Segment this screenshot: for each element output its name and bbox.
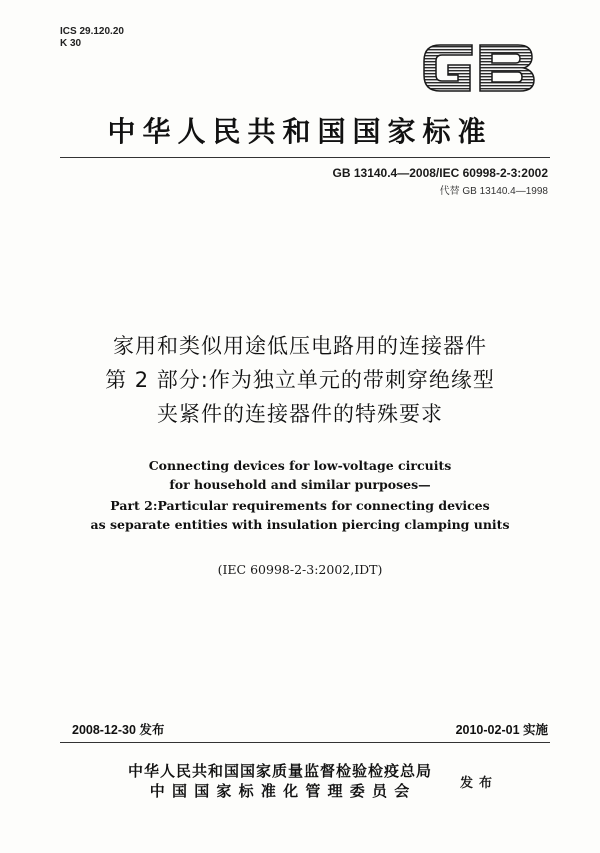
title-en-line-1: Connecting devices for low-voltage circuits	[148, 458, 452, 473]
header-divider	[60, 157, 550, 158]
national-standard-title: 中华人民共和国国家标准	[107, 115, 493, 148]
implementation-date: 2010-02-01 实施	[455, 723, 548, 737]
ccs-code: K 30	[60, 38, 82, 49]
title-en-line-3: Part 2:Particular requirements for connecting devices	[110, 498, 490, 513]
ics-code: ICS 29.120.20	[60, 26, 124, 37]
title-cn-line-2: 第 2 部分:作为独立单元的带刺穿绝缘型	[105, 368, 495, 392]
issue-date: 2008-12-30 发布	[72, 723, 165, 737]
idt-note: (IEC 60998-2-3:2002,IDT)	[217, 562, 383, 577]
title-en-line-4: as separate entities with insulation piercing clamping units	[90, 517, 510, 532]
footer-divider	[60, 742, 550, 743]
title-en-line-2: for household and similar purposes—	[169, 477, 431, 492]
classification-codes	[60, 26, 124, 50]
gb-logo	[418, 37, 538, 99]
title-cn-line-1: 家用和类似用途低压电路用的连接器件	[113, 334, 487, 358]
replaces-standard: 代替 GB 13140.4—1998	[439, 186, 548, 197]
issue-label: 发布	[460, 776, 499, 791]
title-cn-line-3: 夹紧件的连接器件的特殊要求	[157, 402, 443, 426]
issuer-sac: 中 国 国 家 标 准 化 管 理 委 员 会	[149, 782, 411, 800]
issuer-aqsiq: 中华人民共和国国家质量监督检验检疫总局	[127, 762, 432, 780]
standard-number: GB 13140.4—2008/IEC 60998-2-3:2002	[332, 166, 548, 180]
